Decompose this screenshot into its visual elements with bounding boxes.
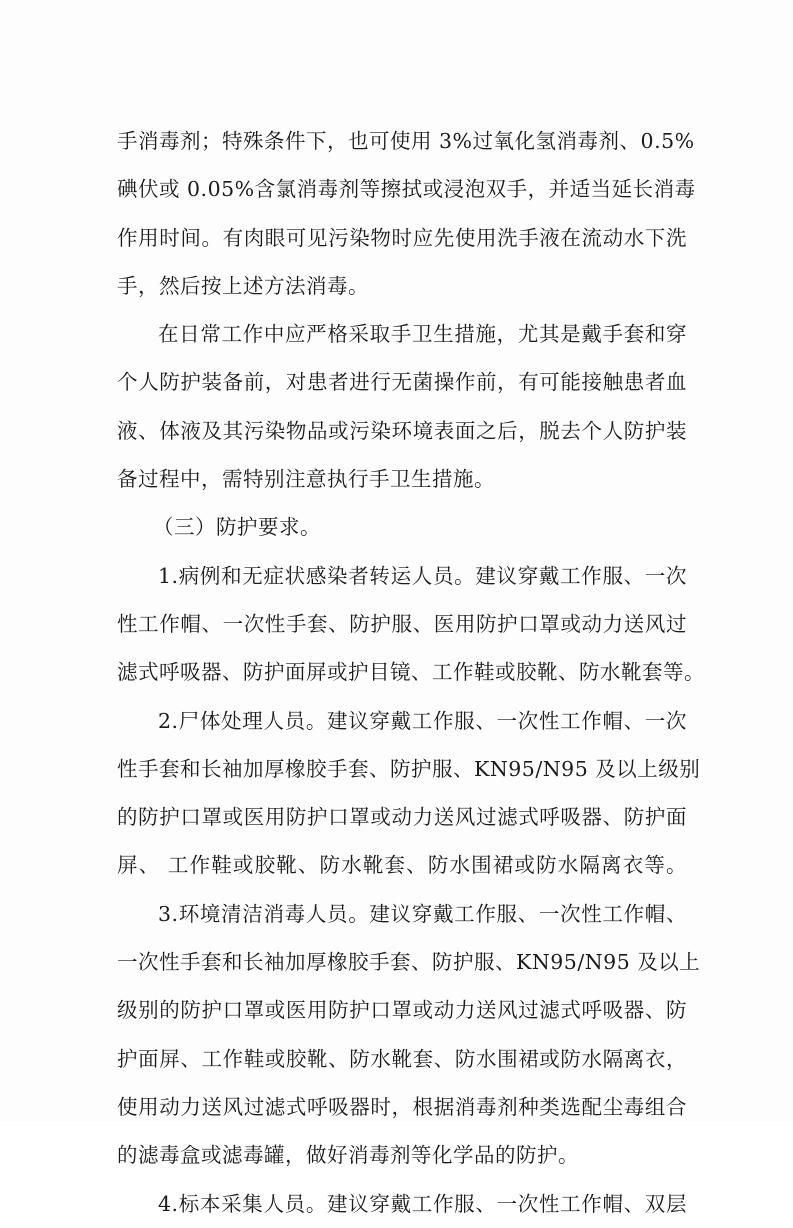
document-body (117, 117, 705, 1228)
text-line: 碘伏或 0.05%含氯消毒剂等擦拭或浸泡双手，并适当延长消毒 (117, 177, 696, 202)
text-line: 使用动力送风过滤式呼吸器时，根据消毒剂种类选配尘毒组合 (117, 1094, 687, 1119)
text-line: 3.环境清洁消毒人员。建议穿戴工作服、一次性工作帽、 (158, 901, 687, 926)
text-line: 作用时间。有肉眼可见污染物时应先使用洗手液在流动水下洗 (117, 225, 687, 250)
text-line: 的防护口罩或医用防护口罩或动力送风过滤式呼吸器、防护面 (117, 805, 687, 830)
text-line: 滤式呼吸器、防护面屏或护目镜、工作鞋或胶靴、防水靴套等。 (117, 660, 705, 685)
text-line: 在日常工作中应严格采取手卫生措施，尤其是戴手套和穿 (158, 322, 687, 347)
text-line: 4.标本采集人员。建议穿戴工作服、一次性工作帽、双层 (158, 1191, 687, 1216)
text-line: 2.尸体处理人员。建议穿戴工作服、一次性工作帽、一次 (158, 708, 687, 733)
text-line: 1.病例和无症状感染者转运人员。建议穿戴工作服、一次 (158, 563, 687, 588)
text-line: 级别的防护口罩或医用防护口罩或动力送风过滤式呼吸器、防 (117, 998, 687, 1023)
text-line: 性工作帽、一次性手套、防护服、医用防护口罩或动力送风过 (117, 611, 687, 636)
text-line: 屏、 工作鞋或胶靴、防水靴套、防水围裙或防水隔离衣等。 (117, 853, 687, 878)
text-line: 手，然后按上述方法消毒。 (117, 273, 369, 298)
section-heading: （三）防护要求。 (153, 515, 321, 540)
text-line: 的滤毒盒或滤毒罐，做好消毒剂等化学品的防护。 (117, 1143, 579, 1168)
text-line: 液、体液及其污染物品或污染环境表面之后，脱去个人防护装 (117, 418, 687, 443)
text-line: 个人防护装备前，对患者进行无菌操作前，有可能接触患者血 (117, 370, 687, 395)
text-line: 备过程中，需特别注意执行手卫生措施。 (117, 467, 495, 492)
text-line: 护面屏、工作鞋或胶靴、防水靴套、防水围裙或防水隔离衣， (117, 1046, 687, 1071)
text-line: 性手套和长袖加厚橡胶手套、防护服、KN95/N95 及以上级别 (117, 756, 701, 781)
text-line: 手消毒剂；特殊条件下，也可使用 3%过氧化氢消毒剂、0.5% (117, 129, 695, 153)
text-line: 一次性手套和长袖加厚橡胶手套、防护服、KN95/N95 及以上 (117, 950, 701, 975)
